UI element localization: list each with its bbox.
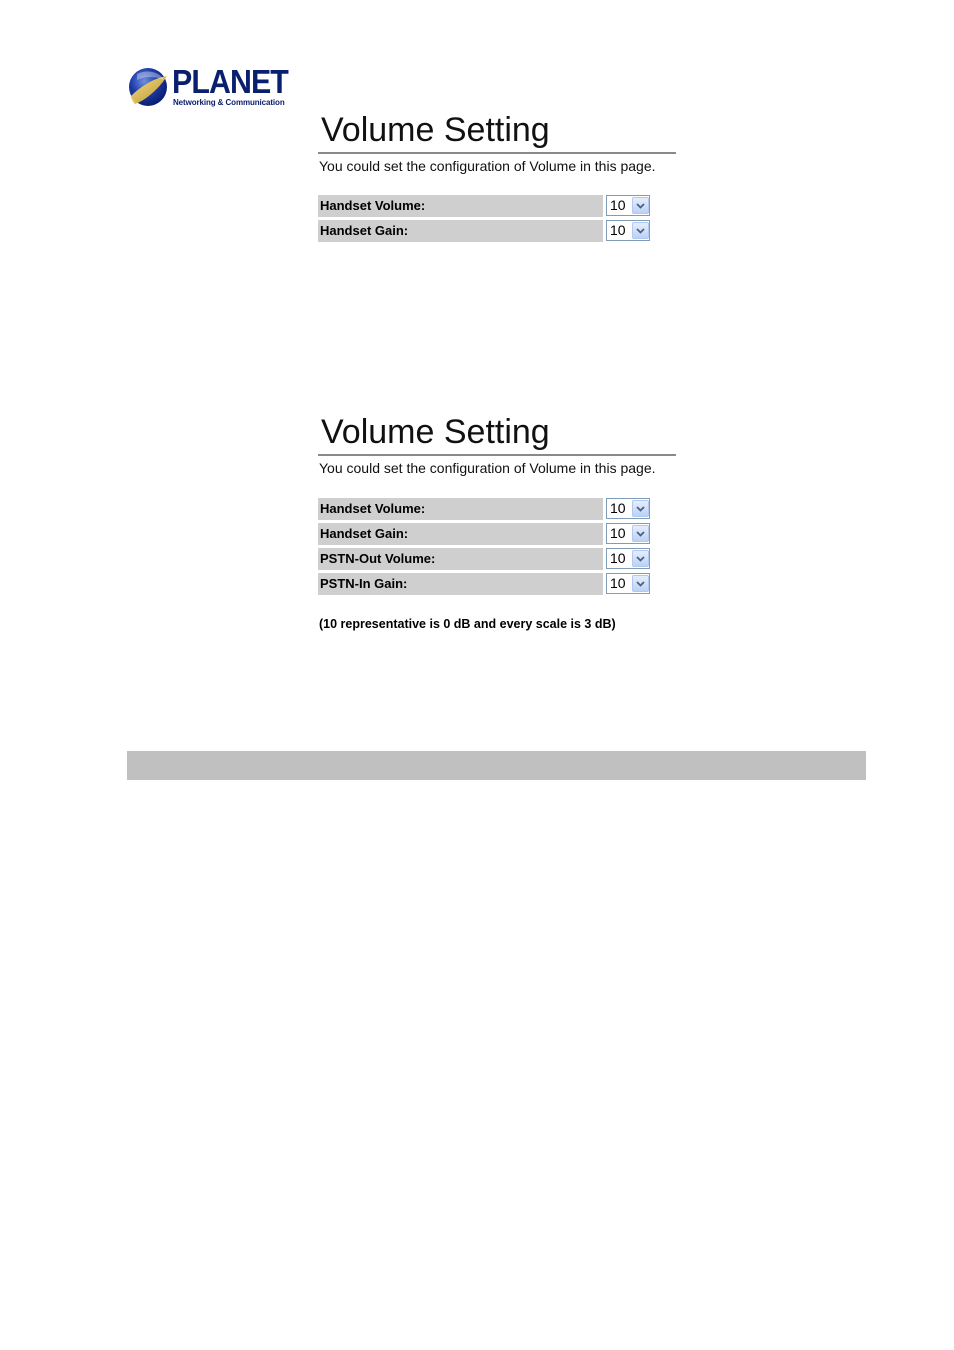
select-value: 10 (610, 500, 626, 516)
handset-gain-select[interactable] (606, 523, 650, 544)
planet-logo (127, 64, 287, 110)
page-description: You could set the configuration of Volume in this page. (319, 158, 656, 174)
pstn-in-gain-select[interactable] (606, 573, 650, 594)
setting-row-pstn-out-volume (318, 546, 652, 571)
volume-setting-panel-basic (318, 110, 676, 243)
setting-label: Handset Volume: (318, 498, 603, 520)
volume-scale-note: (10 representative is 0 dB and every scale is 3 dB) (319, 617, 616, 631)
select-value: 10 (610, 550, 626, 566)
select-value: 10 (610, 525, 626, 541)
setting-row-handset-volume (318, 496, 652, 521)
page-description: You could set the configuration of Volume in this page. (319, 460, 656, 476)
handset-volume-select[interactable] (606, 498, 650, 519)
select-value: 10 (610, 575, 626, 591)
select-value: 10 (610, 222, 626, 238)
chevron-down-icon[interactable] (632, 525, 649, 542)
handset-gain-select[interactable] (606, 220, 650, 241)
setting-label: PSTN-Out Volume: (318, 548, 603, 570)
chevron-down-icon[interactable] (632, 197, 649, 214)
setting-label: Handset Gain: (318, 220, 603, 242)
chevron-down-icon[interactable] (632, 500, 649, 517)
settings-table (318, 193, 652, 243)
select-value: 10 (610, 197, 626, 213)
setting-row-handset-gain (318, 218, 652, 243)
settings-table (318, 496, 652, 596)
page-title: Volume Setting (318, 110, 676, 154)
page-title: Volume Setting (318, 412, 676, 456)
pstn-out-volume-select[interactable] (606, 548, 650, 569)
section-header-bar (127, 751, 866, 780)
volume-setting-panel-pstn (318, 412, 676, 631)
setting-row-pstn-in-gain (318, 571, 652, 596)
chevron-down-icon[interactable] (632, 575, 649, 592)
chevron-down-icon[interactable] (632, 222, 649, 239)
setting-row-handset-gain (318, 521, 652, 546)
setting-row-handset-volume (318, 193, 652, 218)
handset-volume-select[interactable] (606, 195, 650, 216)
chevron-down-icon[interactable] (632, 550, 649, 567)
setting-label: PSTN-In Gain: (318, 573, 603, 595)
setting-label: Handset Volume: (318, 195, 603, 217)
logo-wordmark: PLANET (172, 63, 288, 100)
planet-globe-icon (127, 66, 169, 108)
logo-tagline: Networking & Communication (173, 98, 285, 107)
setting-label: Handset Gain: (318, 523, 603, 545)
